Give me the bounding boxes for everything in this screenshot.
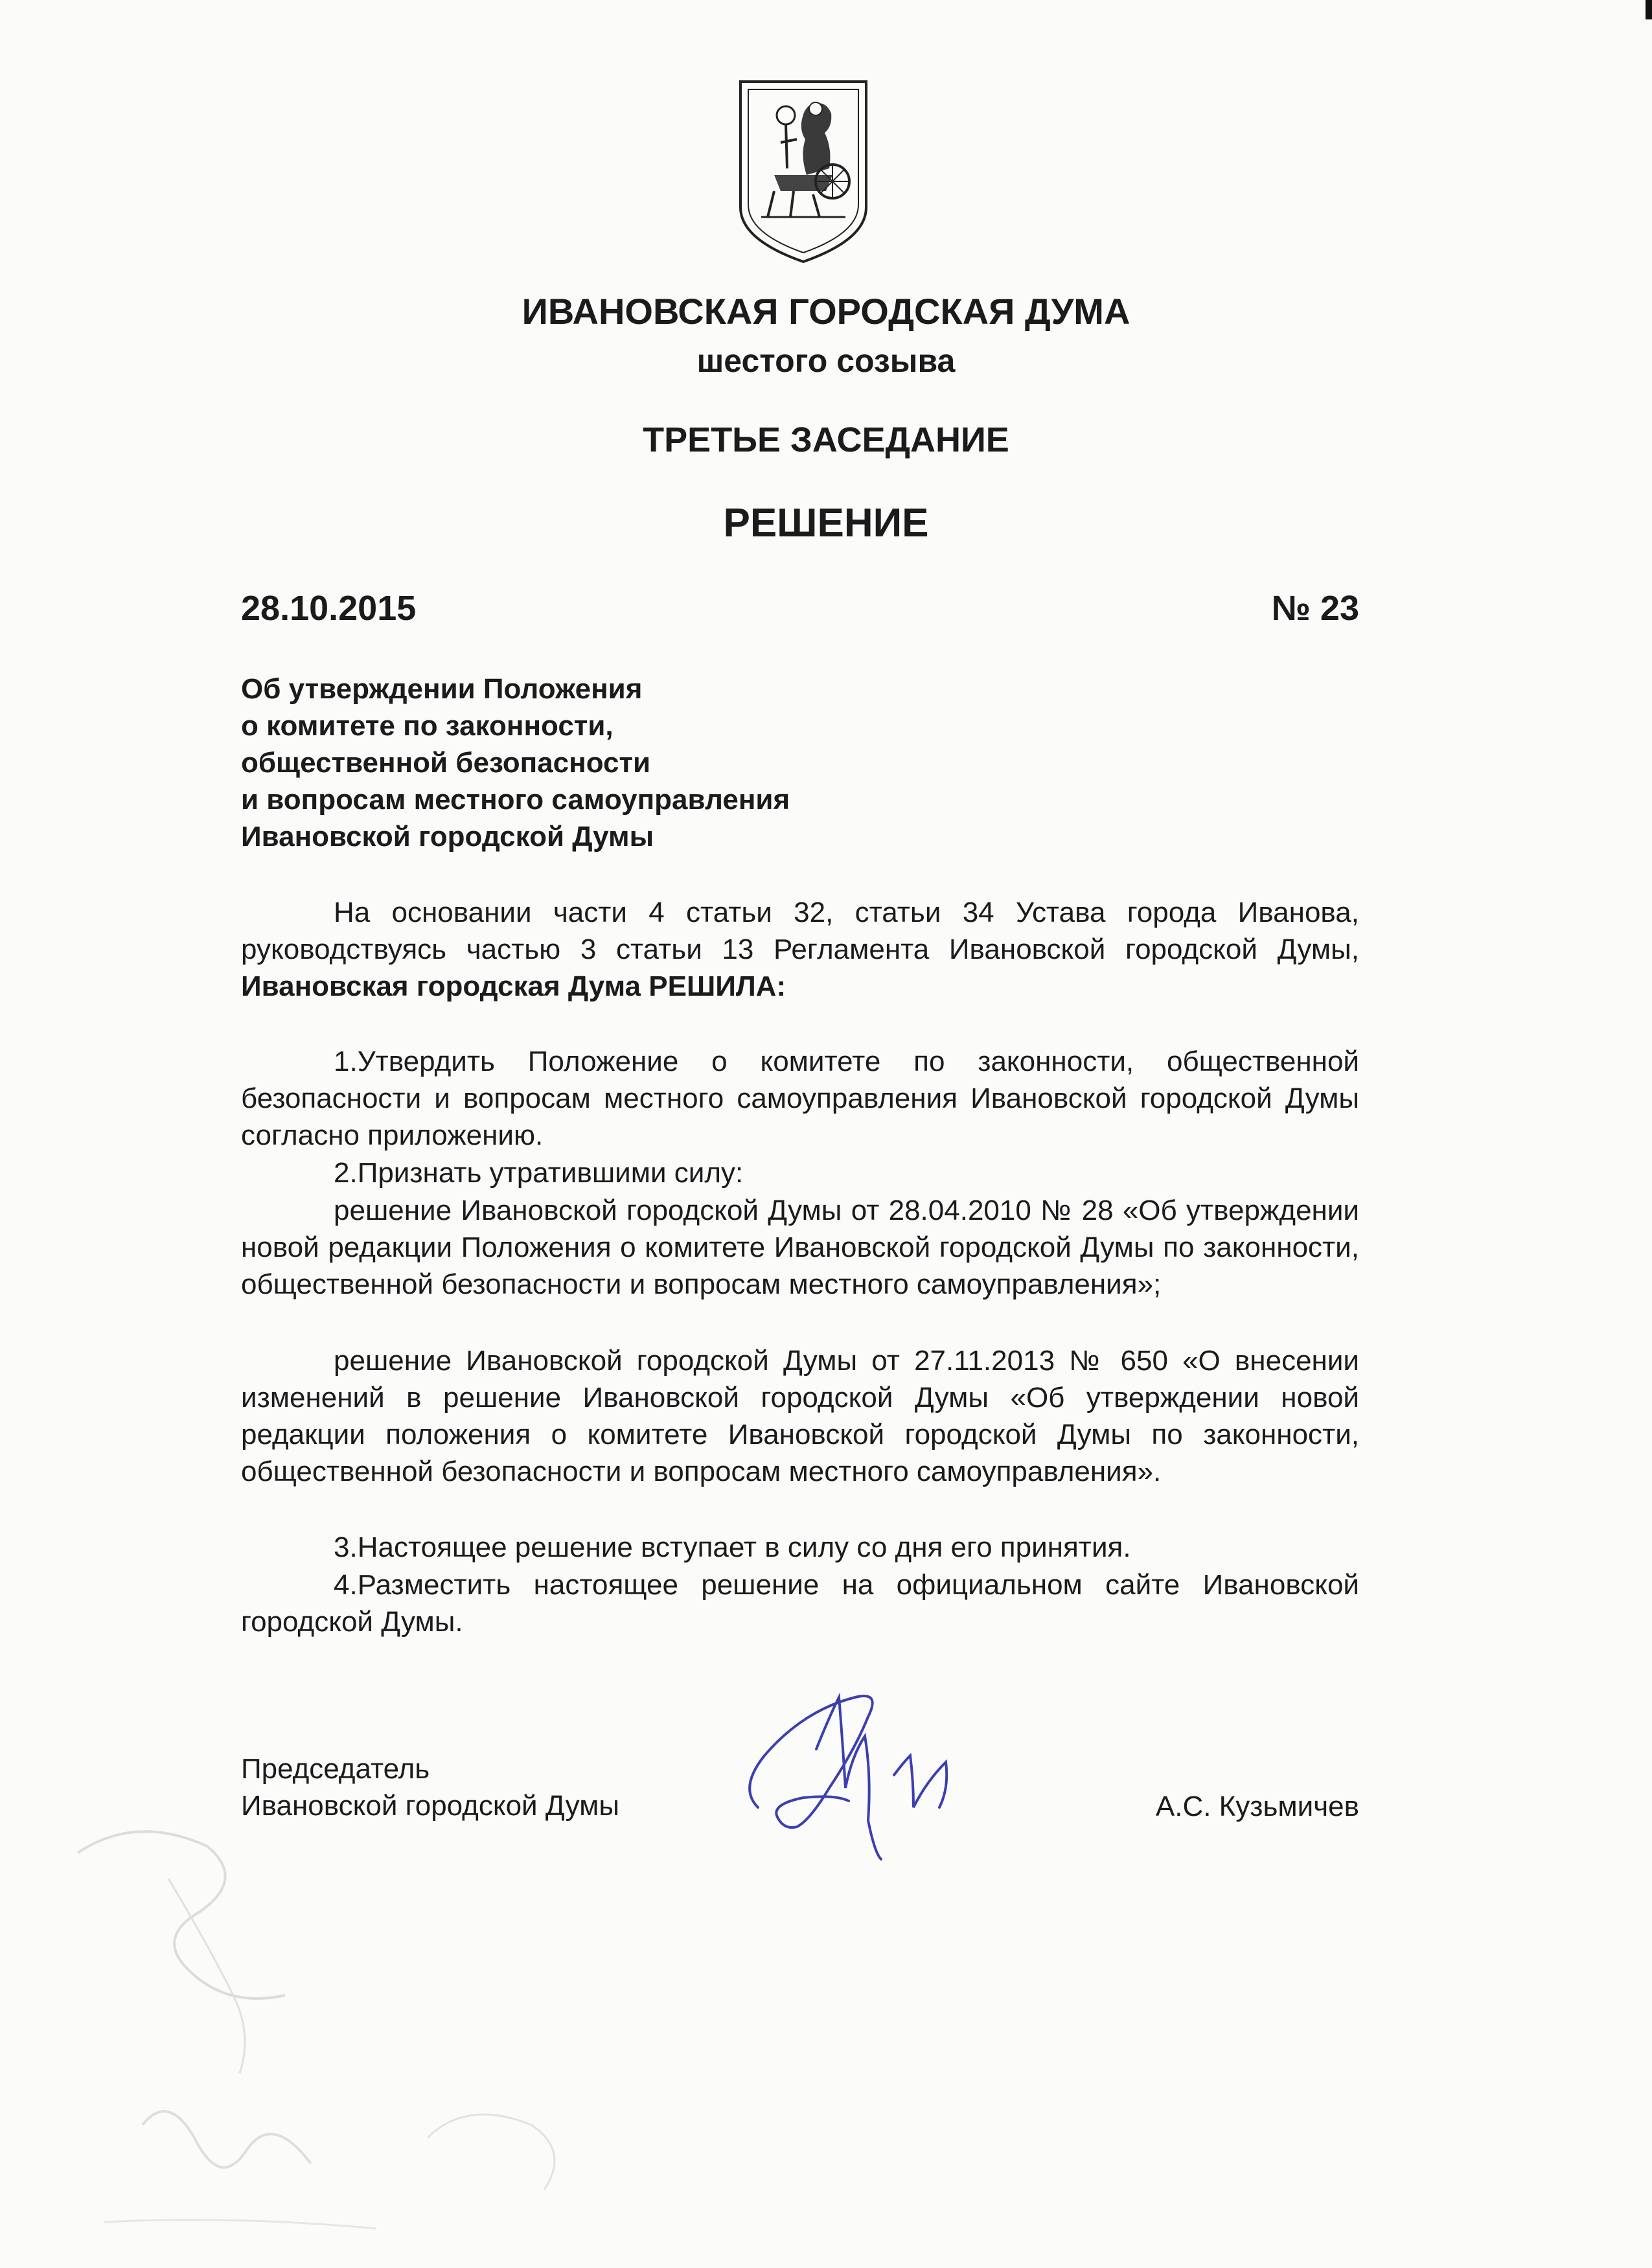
signatory-name: А.С. Кузьмичев [1155,1791,1359,1822]
subject-line: Об утверждении Положения [241,673,643,705]
item-2: 2.Признать утратившими силу: [334,1157,744,1189]
subject-line: Ивановской городской Думы [241,821,654,853]
subject-line: общественной безопасности [241,747,651,779]
scan-edge-mark [1646,0,1652,19]
handwritten-signature [732,1658,991,1872]
signatory-title-line: Ивановской городской Думы [241,1790,620,1822]
item-3: 3.Настоящее решение вступает в силу со дня его принятия. [334,1531,1131,1563]
subject-line: и вопросам местного самоуправления [241,784,790,816]
preamble-paragraph [241,894,1359,1005]
org-name: ИВАНОВСКАЯ ГОРОДСКАЯ ДУМА [522,291,1130,332]
subject-line: о комитете по законности, [241,710,614,742]
coat-of-arms-icon [735,78,871,266]
document-type: РЕШЕНИЕ [723,501,929,545]
signatory-title-line: Председатель [241,1753,430,1785]
convocation: шестого созыва [696,343,956,379]
session-title: ТРЕТЬЕ ЗАСЕДАНИЕ [643,420,1009,459]
preamble-resolution: Ивановская городская Дума РЕШИЛА: [241,970,786,1002]
faint-bleedthrough-marks [39,1801,622,2254]
document-number: № 23 [1271,589,1359,628]
document-date: 28.10.2015 [241,589,417,628]
item-1: 1.Утвердить Положение о комитете по законности, общественной безопасности и вопросам местного самоуправления Ивановской городской Думы согласно приложению. [241,1046,1359,1151]
item-2b: решение Ивановской городской Думы от 27.11.2013 № 650 «О внесении изменений в решение Ивановской городской Думы «Об утверждении новой редакции положения о комитете Ивановской городской Думы по законности, общественной безопасности и вопросам местного самоуправления». [241,1345,1359,1487]
item-2a: решение Ивановской городской Думы от 28.04.2010 № 28 «Об утверждении новой редакции Положения о комитете Ивановской городской Думы по законности, общественной безопасности и вопросам местного самоуправления»; [241,1195,1359,1300]
item-4: 4.Разместить настоящее решение на официальном сайте Ивановской городской Думы. [241,1569,1359,1638]
preamble-text: На основании части 4 статьи 32, статьи 34 Устава города Иванова, руководствуясь частью 3 статьи 13 Регламента Ивановской городской Думы, [241,897,1359,965]
document-subject [241,670,790,855]
